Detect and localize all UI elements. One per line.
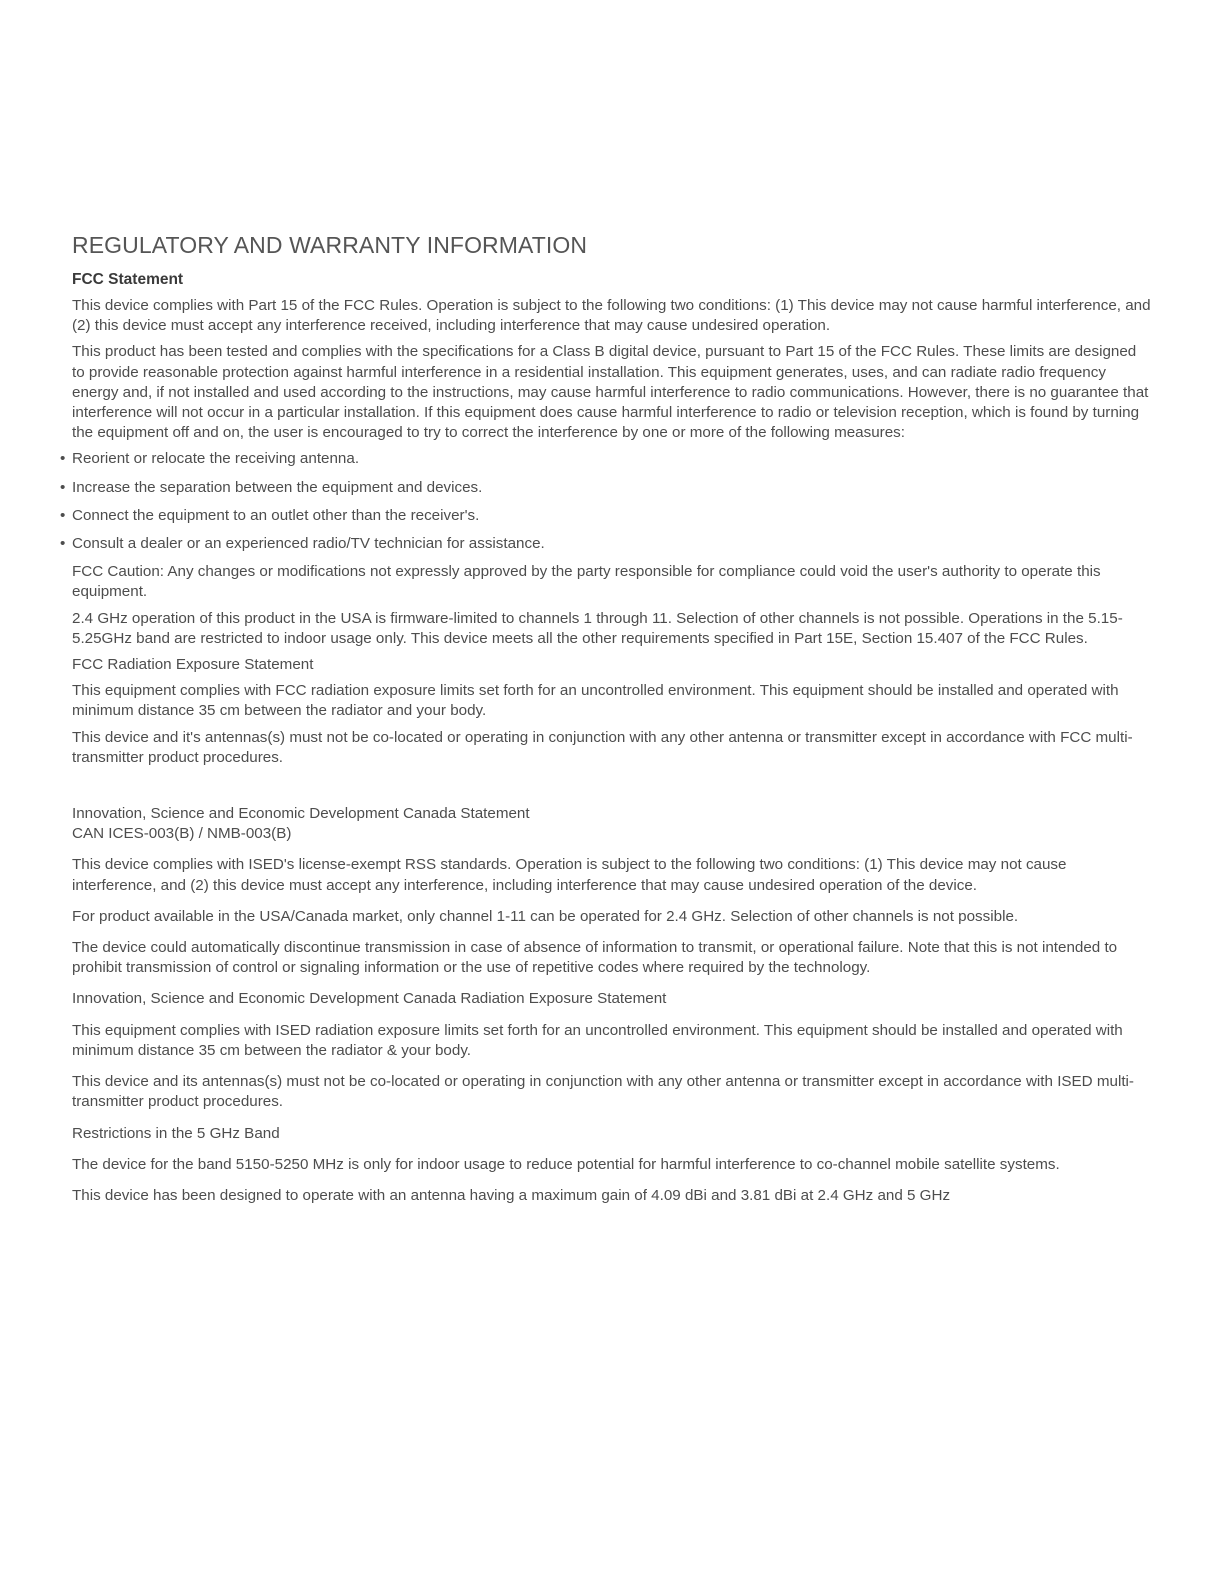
bullet-icon: • <box>60 535 66 553</box>
page-title: REGULATORY AND WARRANTY INFORMATION <box>72 232 588 258</box>
ised-heading: Innovation, Science and Economic Development Canada Statement <box>72 805 530 823</box>
fcc-heading: FCC Statement <box>72 271 184 288</box>
list-item: • Increase the separation between the equipment and devices. <box>60 478 1152 498</box>
fcc-paragraph-2: This product has been tested and complies with the specifications for a Class B digital device, pursuant to Part 15 of the FCC Rules. These limits are designed to provide reasonable protection against harmful interference in a residential installation. This equipment generates, uses, and can radiate radio frequency energy and, if not installed and used according to the instructions, may cause harmful interference to radio communications. However, there is no guarantee that interference will not occur in a particular installation. If this equipment does cause harmful interference to radio or television reception, which is found by turning the equipment off and on, the user is encouraged to try to correct the interference by one or more of the following measures: <box>72 343 1149 442</box>
fcc-radiation-heading: FCC Radiation Exposure Statement <box>72 656 314 674</box>
list-item: • Connect the equipment to an outlet other than the receiver's. <box>60 506 1152 526</box>
section-spacer <box>72 774 1152 804</box>
ised-heading-block <box>72 804 1152 844</box>
list-item: • Consult a dealer or an experienced radio/TV technician for assistance. <box>60 534 1152 554</box>
fcc-radiation-paragraph-2: This device and it's antennas(s) must not be co-located or operating in conjunction with any other antenna or transmitter except in accordance with FCC multi-transmitter product procedures. <box>72 728 1133 766</box>
ised-band-paragraph-2: This device has been designed to operate with an antenna having a maximum gain of 4.09 dBi and 3.81 dBi at 2.4 GHz and 5 GHz <box>72 1186 951 1204</box>
document-page <box>60 230 1152 1217</box>
ised-code: CAN ICES-003(B) / NMB-003(B) <box>72 825 292 843</box>
list-item: • Reorient or relocate the receiving antenna. <box>60 449 1152 469</box>
ised-radiation-paragraph-2: This device and its antennas(s) must not be co-located or operating in conjunction with any other antenna or transmitter except in accordance with ISED multi-transmitter product procedures. <box>72 1073 1134 1111</box>
ised-band-heading: Restrictions in the 5 GHz Band <box>72 1124 280 1142</box>
ised-paragraph-1: This device complies with ISED's license-exempt RSS standards. Operation is subject to the following two conditions: (1) This device may not cause interference, and (2) this device must accept any interference, including interference that may cause undesired operation of the device. <box>72 856 1067 894</box>
bullet-icon: • <box>60 478 66 496</box>
ised-band-paragraph-1: The device for the band 5150-5250 MHz is only for indoor usage to reduce potential for harmful interference to co-channel mobile satellite systems. <box>72 1155 1060 1173</box>
fcc-radiation-paragraph-1: This equipment complies with FCC radiation exposure limits set forth for an uncontrolled environment. This equipment should be installed and operated with minimum distance 35 cm between the radiator and your body. <box>72 682 1119 720</box>
fcc-channels: 2.4 GHz operation of this product in the USA is firmware-limited to channels 1 through 11. Selection of other channels is not possible. Operations in the 5.15-5.25GHz band are restricted to indoor usage only. This device meets all the other requirements specified in Part 15E, Section 15.407 of the FCC Rules. <box>72 609 1123 647</box>
ised-radiation-paragraph-1: This equipment complies with ISED radiation exposure limits set forth for an uncontrolled environment. This equipment should be installed and operated with minimum distance 35 cm between the radiator & your body. <box>72 1021 1123 1059</box>
bullet-icon: • <box>60 506 66 524</box>
bullet-icon: • <box>60 450 66 468</box>
fcc-section <box>60 270 1152 768</box>
ised-paragraph-2: For product available in the USA/Canada market, only channel 1-11 can be operated for 2.4 GHz. Selection of other channels is not possible. <box>72 907 1019 925</box>
ised-radiation-heading: Innovation, Science and Economic Development Canada Radiation Exposure Statement <box>72 990 667 1008</box>
ised-paragraph-3: The device could automatically discontinue transmission in case of absence of information to transmit, or operational failure. Note that this is not intended to prohibit transmission of control or signaling information or the use of repetitive codes where required by the technology. <box>72 939 1118 977</box>
fcc-caution: FCC Caution: Any changes or modifications not expressly approved by the party responsible for compliance could void the user's authority to operate this equipment. <box>72 563 1101 601</box>
fcc-measures-list <box>60 449 1152 554</box>
fcc-paragraph-1: This device complies with Part 15 of the FCC Rules. Operation is subject to the following two conditions: (1) This device may not cause harmful interference, and (2) this device must accept any interference received, including interference that may cause undesired operation. <box>72 297 1151 335</box>
ised-section <box>72 804 1152 1206</box>
